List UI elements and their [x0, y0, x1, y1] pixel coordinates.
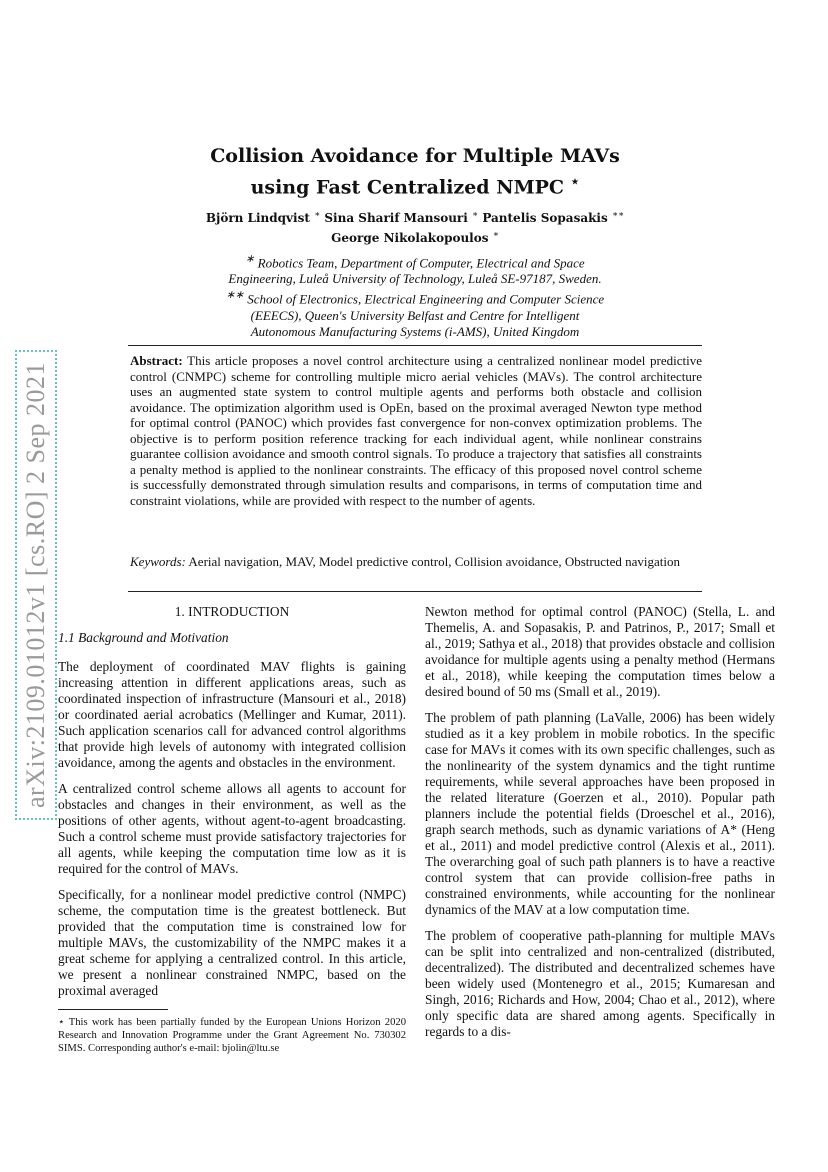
affiliation-text: School of Electronics, Electrical Engineering and Computer Science	[247, 291, 605, 307]
abstract-label: Abstract:	[130, 353, 183, 368]
arxiv-stamp	[8, 340, 64, 830]
author-mark: ∗∗	[611, 210, 625, 220]
author-name: Björn Lindqvist	[205, 211, 310, 225]
affiliation-1-line-2: Engineering, Luleå University of Technology, Luleå SE-97187, Sweden.	[228, 271, 602, 287]
footnote: ⋆ This work has been partially funded by the European Unions Horizon 2020 Research and Innovation Programme under the Grant Agreement No. 730302 SIMS. Corresponding author's e-mail: bjolin@ltu.se	[58, 1017, 406, 1054]
paragraph: The problem of cooperative path-planning for multiple MAVs can be split into centralized and non-centralized (distributed, decentralized). The distributed and decentralized schemes have been widely used (Montenegro et al., 2015; Kumaresan and Singh, 2016; Richards and How, 2004; Chao et al., 2012), where only specific data are shared among agents. Specifically in regards to a dis-	[425, 928, 775, 1039]
author-name: Pantelis Sopasakis	[482, 211, 608, 225]
keywords-text: Aerial navigation, MAV, Model predictive control, Collision avoidance, Obstructed navigation	[188, 554, 681, 569]
author-line-1	[120, 207, 710, 227]
keywords	[130, 554, 702, 570]
affiliation-mark: ∗∗	[225, 289, 244, 302]
title-line-2	[120, 169, 710, 200]
affiliations	[140, 251, 690, 340]
abstract-top-rule	[128, 345, 702, 346]
right-column	[425, 604, 775, 1050]
author-name: George Nikolakopoulos	[331, 231, 489, 245]
author-mark: ∗	[314, 210, 321, 220]
title-footnote-mark: ⋆	[570, 174, 580, 190]
paragraph: A centralized control scheme allows all agents to account for obstacles and changes in their environment, as well as the positions of other agents, without agent-to-agent broadcasting. Such a control scheme must provide satisfactory trajectories for all agents, while keeping the computation time low as it is required for the control of MAVs.	[58, 781, 406, 876]
abstract	[130, 353, 702, 508]
author-list	[120, 207, 710, 247]
title-line-1: Collision Avoidance for Multiple MAVs	[210, 145, 620, 167]
author-mark: ∗	[492, 230, 499, 240]
author-line-2	[120, 227, 710, 247]
footnote-rule	[58, 1009, 168, 1010]
author-name: Sina Sharif Mansouri	[324, 211, 468, 225]
paragraph: Newton method for optimal control (PANOC) (Stella, L. and Themelis, A. and Sopasakis, P. and Patrinos, P., 2017; Small et al., 2019; Sathya et al., 2018) that provides obstacle and collision avoidance for multiple agents using a penalty method (Hermans et al., 2018), while keeping the computation times below a desired bound of 50 ms (Small et al., 2019).	[425, 604, 775, 699]
affiliation-1-line-1	[140, 251, 690, 271]
paragraph: The deployment of coordinated MAV flights is gaining increasing attention in different applications areas, such as coordinated inspection of infrastructure (Mansouri et al., 2018) or coordinated aerial acrobatics (Mellinger and Kumar, 2011). Such application scenarios call for advanced control algorithms that provide high levels of autonomy with integrated collision avoidance, among the agents and obstacles in the environment.	[58, 659, 406, 770]
subsection-title: 1.1 Background and Motivation	[58, 630, 229, 645]
affiliation-text: Robotics Team, Department of Computer, Electrical and Space	[257, 255, 585, 271]
abstract-bottom-rule	[128, 591, 702, 592]
affiliation-2-line-1	[140, 287, 690, 307]
title-line-2-text: using Fast Centralized NMPC	[250, 176, 565, 199]
keywords-label: Keywords:	[130, 554, 186, 569]
paragraph: The problem of path planning (LaValle, 2006) has been widely studied as it a key problem in mobile robotics. In the specific case for MAVs it comes with its own specific challenges, such as the nonlinearity of the system dynamics and the tight runtime requirements, while several approaches have been proposed in the related literature (Goerzen et al., 2010). Popular path planners include the potential fields (Droeschel et al., 2016), graph search methods, such as dynamic variations of A* (Heng et al., 2011) and model predictive control (Alexis et al., 2011). The overarching goal of such path planners is to have a reactive control system that can provide collision-free paths in constrained environments, while accounting for the nonlinear dynamics of the MAV at a low computation time.	[425, 710, 775, 917]
left-column	[58, 604, 406, 1055]
affiliation-2-line-3: Autonomous Manufacturing Systems (i-AMS), United Kingdom	[250, 323, 580, 339]
paper-title	[120, 143, 710, 200]
paragraph: Specifically, for a nonlinear model predictive control (NMPC) scheme, the computation time is the greatest bottleneck. But provided that the computation time is constrained low for multiple MAVs, the customizability of the NMPC makes it a great scheme for applying a centralized control. In this article, we present a nonlinear constrained NMPC, based on the proximal averaged	[58, 887, 406, 998]
arxiv-identifier: arXiv:2109.01012v1 [cs.RO] 2 Sep 2021	[15, 350, 57, 820]
affiliation-2-line-2: (EEECS), Queen's University Belfast and Centre for Intelligent	[250, 307, 580, 323]
author-mark: ∗	[472, 210, 479, 220]
affiliation-mark: ∗	[245, 253, 255, 265]
section-title: 1. INTRODUCTION	[174, 604, 290, 619]
abstract-text: This article proposes a novel control architecture using a centralized nonlinear model predictive control (CNMPC) scheme for controlling multiple micro aerial vehicles (MAVs). The control architecture uses an augmented state system to control multiple agents and performs both obstacle and collision avoidance. The optimization algorithm used is OpEn, based on the proximal averaged Newton type method for optimal control (PANOC) which provides fast convergence for non-convex optimization problems. The objective is to perform position reference tracking for each individual agent, while nonlinear constrains guarantee collision avoidance and smooth control signals. To produce a trajectory that satisfies all constraints a penalty method is applied to the nonlinear constraints. The efficacy of this proposed novel control scheme is successfully demonstrated through simulation results and comparisons, in terms of computation time and constraint violations, while are provided with respect to the number of agents.	[130, 353, 703, 508]
